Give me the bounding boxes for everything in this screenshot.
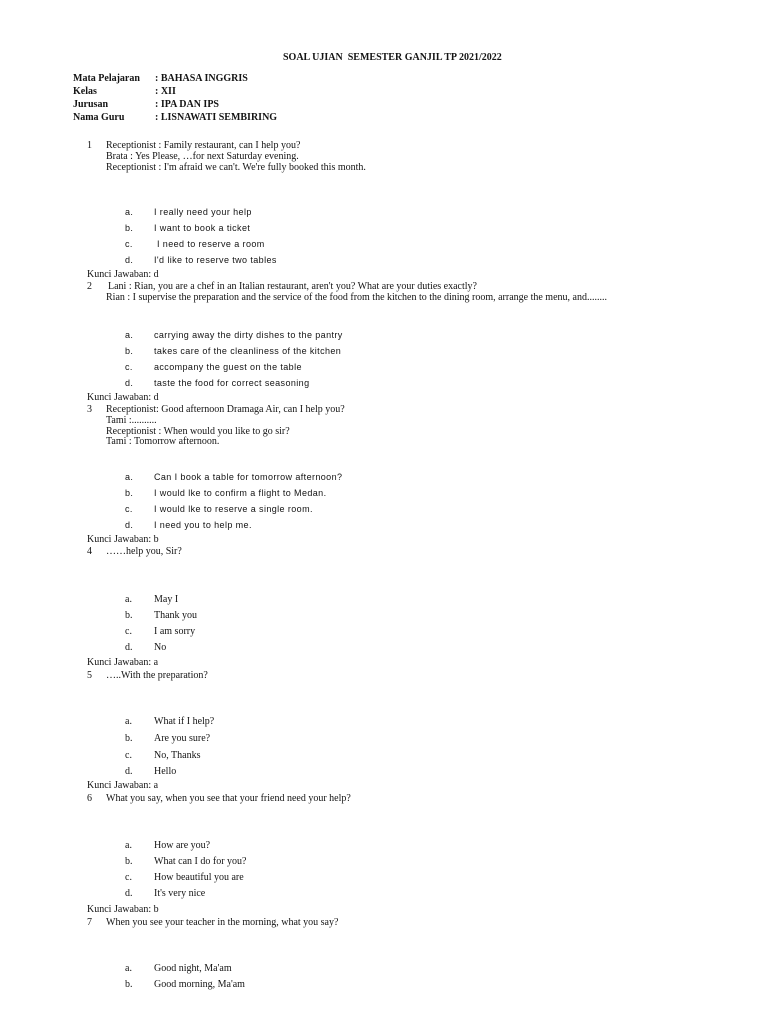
question-text: …..With the preparation? xyxy=(106,670,208,681)
option-text: accompany the guest on the table xyxy=(154,362,302,372)
option-text: I would lke to confirm a flight to Medan. xyxy=(154,488,327,498)
option-letter: b. xyxy=(125,488,134,498)
question-text: Tami : Tomorrow afternoon. xyxy=(106,436,220,447)
question-number: 4 xyxy=(87,546,92,557)
question-number: 2 xyxy=(87,281,92,292)
option-text: Good morning, Ma'am xyxy=(154,979,245,990)
option-letter: d. xyxy=(125,766,133,777)
option-text: Hello xyxy=(154,766,177,777)
answer-key: Kunci Jawaban: d xyxy=(87,392,159,403)
question-number: 1 xyxy=(87,140,92,151)
option-text: I am sorry xyxy=(154,626,196,637)
option-letter: a. xyxy=(125,716,132,727)
question-text: Receptionist : Family restaurant, can I help you? xyxy=(106,140,301,151)
option-letter: b. xyxy=(125,979,133,990)
header-label-subject: Mata Pelajaran xyxy=(73,73,140,84)
answer-key: Kunci Jawaban: b xyxy=(87,534,159,545)
header-value-major: : IPA DAN IPS xyxy=(155,99,219,110)
question-text: Lani : Rian, you are a chef in an Italian restaurant, aren't you? What are your duties exactly? xyxy=(108,281,477,292)
question-text: Brata : Yes Please, …for next Saturday evening. xyxy=(106,151,299,162)
answer-key: Kunci Jawaban: b xyxy=(87,904,159,915)
question-number: 7 xyxy=(87,917,92,928)
option-text: No, Thanks xyxy=(154,750,201,761)
option-text: I would lke to reserve a single room. xyxy=(154,504,313,514)
question-number: 5 xyxy=(87,670,92,681)
option-letter: b. xyxy=(125,610,133,621)
option-text: I want to book a ticket xyxy=(154,223,251,233)
option-text: I need you to help me. xyxy=(154,520,252,530)
option-text: It's very nice xyxy=(154,888,206,899)
option-letter: b. xyxy=(125,223,134,233)
option-letter: a. xyxy=(125,594,132,605)
option-text: I'd like to reserve two tables xyxy=(154,255,277,265)
option-text: Good night, Ma'am xyxy=(154,963,232,974)
answer-key: Kunci Jawaban: a xyxy=(87,780,159,791)
header-value-subject: : BAHASA INGGRIS xyxy=(155,73,248,84)
option-letter: c. xyxy=(125,239,133,249)
option-letter: d. xyxy=(125,888,133,899)
option-text: I need to reserve a room xyxy=(157,239,265,249)
option-letter: c. xyxy=(125,504,133,514)
question-text: Receptionist : When would you like to go sir? xyxy=(106,426,290,437)
option-letter: a. xyxy=(125,472,134,482)
question-text: Rian : I supervise the preparation and the service of the food from the kitchen to the dining room, arrange the menu, and........ xyxy=(106,292,607,303)
option-text: taste the food for correct seasoning xyxy=(154,378,310,388)
question-text: Receptionist: Good afternoon Dramaga Air, can I help you? xyxy=(106,404,345,415)
option-text: Are you sure? xyxy=(154,733,211,744)
option-text: No xyxy=(154,642,167,653)
option-letter: d. xyxy=(125,642,133,653)
option-text: May I xyxy=(154,594,179,605)
question-text: Tami :.......... xyxy=(106,415,157,426)
option-letter: a. xyxy=(125,840,132,851)
option-text: carrying away the dirty dishes to the pantry xyxy=(154,330,343,340)
option-text: What can I do for you? xyxy=(154,856,247,867)
option-letter: b. xyxy=(125,346,134,356)
option-letter: b. xyxy=(125,856,133,867)
option-text: Can I book a table for tomorrow afternoon? xyxy=(154,472,343,482)
option-text: How beautiful you are xyxy=(154,872,244,883)
option-letter: c. xyxy=(125,362,133,372)
question-number: 3 xyxy=(87,404,92,415)
header-label-class: Kelas xyxy=(73,86,97,97)
header-value-class: : XII xyxy=(155,86,176,97)
header-value-teacher: : LISNAWATI SEMBIRING xyxy=(155,112,278,123)
question-text: What you say, when you see that your friend need your help? xyxy=(106,793,351,804)
option-text: Thank you xyxy=(154,610,198,621)
option-text: takes care of the cleanliness of the kitchen xyxy=(154,346,342,356)
option-letter: a. xyxy=(125,330,134,340)
option-text: I really need your help xyxy=(154,207,252,217)
question-text: Receptionist : I'm afraid we can't. We're fully booked this month. xyxy=(106,162,366,173)
question-number: 6 xyxy=(87,793,92,804)
option-letter: d. xyxy=(125,520,134,530)
option-letter: a. xyxy=(125,963,132,974)
header-label-teacher: Nama Guru xyxy=(73,112,125,123)
header-label-major: Jurusan xyxy=(73,99,109,110)
option-letter: b. xyxy=(125,733,133,744)
answer-key: Kunci Jawaban: a xyxy=(87,657,159,668)
option-text: What if I help? xyxy=(154,716,215,727)
option-letter: d. xyxy=(125,255,134,265)
option-letter: c. xyxy=(125,872,132,883)
option-text: How are you? xyxy=(154,840,211,851)
option-letter: a. xyxy=(125,207,134,217)
exam-title: SOAL UJIAN SEMESTER GANJIL TP 2021/2022 xyxy=(283,52,502,63)
question-text: ……help you, Sir? xyxy=(106,546,182,557)
option-letter: c. xyxy=(125,626,132,637)
question-text: When you see your teacher in the morning, what you say? xyxy=(106,917,339,928)
option-letter: d. xyxy=(125,378,134,388)
option-letter: c. xyxy=(125,750,132,761)
answer-key: Kunci Jawaban: d xyxy=(87,269,159,280)
